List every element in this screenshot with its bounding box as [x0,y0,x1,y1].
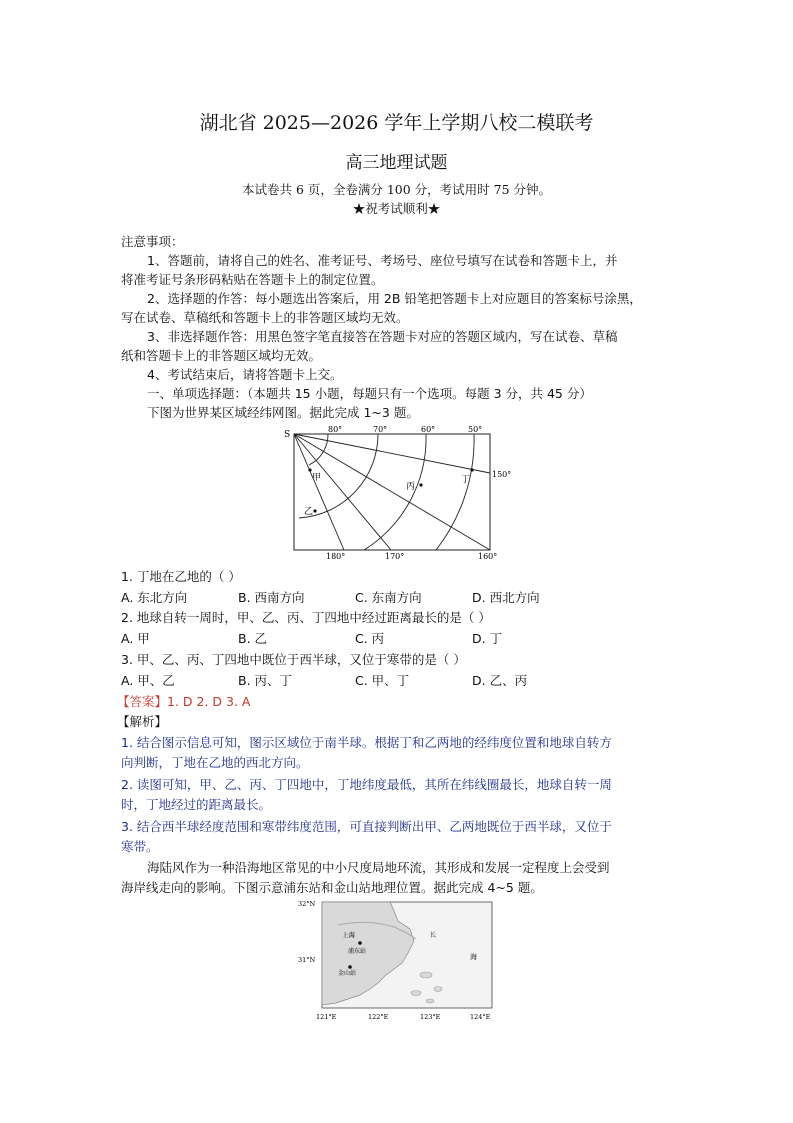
point-label-bing: 丙 [406,482,416,492]
question-3-stem: 3. 甲、乙、丙、丁四地中既位于西半球，又位于寒带的是（ ） [121,652,466,667]
lat-label-32n: 32°N [298,900,316,908]
analysis-2-line-2: 时，丁地经过的距离最长。 [121,797,272,812]
q1-option-d: D. 西北方向 [472,590,540,605]
latlong-grid-figure [278,422,518,562]
q1-option-c: C. 东南方向 [355,590,422,605]
analysis-1-line-2: 向判断，丁地在乙地的西北方向。 [121,755,309,770]
analysis-3-line-1: 3. 结合西半球经度范围和寒带纬度范围，可直接判断出甲、乙两地既位于西半球，又位于 [121,819,612,834]
lat-label-50: 50° [468,425,483,434]
q2-option-c: C. 丙 [355,631,385,646]
lon-label-123e: 123°E [420,1013,441,1021]
island-3 [411,991,421,996]
q3-option-a: A. 甲、乙 [121,673,175,688]
q3-option-c: C. 甲、丁 [355,673,410,688]
question-1-stem: 1. 丁地在乙地的（ ） [121,569,241,584]
analysis-3-line-2: 寒带。 [121,839,159,854]
point-jia [308,468,311,471]
note-3-line-1: 3、非选择题作答：用黑色签字笔直接答在答题卡对应的答题区域内，写在试卷、草稿 [147,329,618,344]
exam-blessing: ★祝考试顺利★ [352,201,441,216]
meridian-150 [294,434,490,473]
q1-option-a: A. 东北方向 [121,590,188,605]
lon-label-170: 170° [385,552,405,561]
point-label-jia: 甲 [312,473,322,483]
note-1-line-1: 1、答题前，请将自己的姓名、准考证号、考场号、座位号填写在试卷和答题卡上，并 [147,253,618,268]
analysis-2-line-1: 2. 读图可知，甲、乙、丙、丁四地中，丁地纬度最低，其所在纬线圈最长，地球自转一周 [121,777,612,792]
lon-label-124e: 124°E [470,1013,491,1021]
question-2-stem: 2. 地球自转一周时，甲、乙、丙、丁四地中经过距离最长的是（ ） [121,610,491,625]
lat-label-70: 70° [373,425,388,434]
exam-subtitle: 高三地理试题 [345,153,448,173]
meridian-180 [294,434,344,550]
parallel-60 [364,434,426,550]
corner-label: S [284,430,291,440]
shanghai-coast-map [298,897,498,1025]
q2-option-a: A. 甲 [121,631,150,646]
place-label-shanghai: 上海 [342,931,355,939]
note-1-line-2: 将准考证号条形码粘贴在答题卡上的制定位置。 [121,272,384,287]
exam-info: 本试卷共 6 页，全卷满分 100 分，考试用时 75 分钟。 [241,182,552,197]
passage-2-line-1: 海陆风作为一种沿海地区常见的中小尺度局地环流，其形成和发展一定程度上会受到 [147,860,610,875]
island-4 [426,999,434,1003]
lon-label-180: 180° [326,552,346,561]
note-4: 4、考试结束后，请将答题卡上交。 [147,367,343,382]
note-2-line-2: 写在试卷、草稿纸和答题卡上的非答题区域均无效。 [121,310,409,325]
q1-option-b: B. 西南方向 [238,590,305,605]
island-2 [434,987,442,992]
parallel-50 [436,434,474,550]
q2-option-d: D. 丁 [472,631,503,646]
lon-label-122e: 122°E [368,1013,389,1021]
point-yi [313,509,316,512]
lat-label-60: 60° [421,425,436,434]
point-label-ding: 丁 [461,475,471,485]
point-ding [470,468,473,471]
lat-label-80: 80° [328,425,343,434]
passage-2-line-2: 海岸线走向的影响。下图示意浦东站和金山站地理位置。据此完成 4~5 题。 [121,880,543,895]
exam-title: 湖北省 2025—2026 学年上学期八校二模联考 [199,112,594,134]
section-1-intro: 下图为世界某区域经纬网图。据此完成 1~3 题。 [147,405,419,420]
place-label-sea: 海 [470,953,477,961]
notes-heading: 注意事项： [121,234,184,249]
place-label-pudong: 浦东站 [348,948,367,955]
analysis-heading: 【解析】 [117,714,168,729]
place-label-jinshan: 金山站 [338,970,357,977]
analysis-1-line-1: 1. 结合图示信息可知，图示区域位于南半球。根据丁和乙两地的经纬度位置和地球自转方 [121,735,612,750]
note-3-line-2: 纸和答题卡上的非答题区域均无效。 [121,348,322,363]
q3-option-b: B. 丙、丁 [238,673,293,688]
note-2-line-1: 2、选择题的作答：每小题选出答案后，用 2B 铅笔把答题卡上对应题目的答案标号涂黑， [147,291,642,306]
lon-label-160: 160° [478,552,498,561]
parallel-70 [299,434,378,518]
point-bing [419,483,422,486]
section-1-heading: 一、单项选择题：（本题共 15 小题，每题只有一个选项。每题 3 分，共 45 分） [147,386,592,401]
q3-option-d: D. 乙、丙 [472,673,528,688]
lat-label-31n: 31°N [298,956,316,964]
station-pudong [358,941,362,945]
lon-label-150: 150° [492,470,512,479]
point-label-yi: 乙 [304,507,314,517]
lon-label-121e: 121°E [316,1013,337,1021]
station-jinshan [348,965,352,969]
place-label-chang: 长 [430,932,437,939]
island-1 [420,972,432,978]
q2-option-b: B. 乙 [238,631,268,646]
answer-line: 【答案】1. D 2. D 3. A [117,694,251,709]
